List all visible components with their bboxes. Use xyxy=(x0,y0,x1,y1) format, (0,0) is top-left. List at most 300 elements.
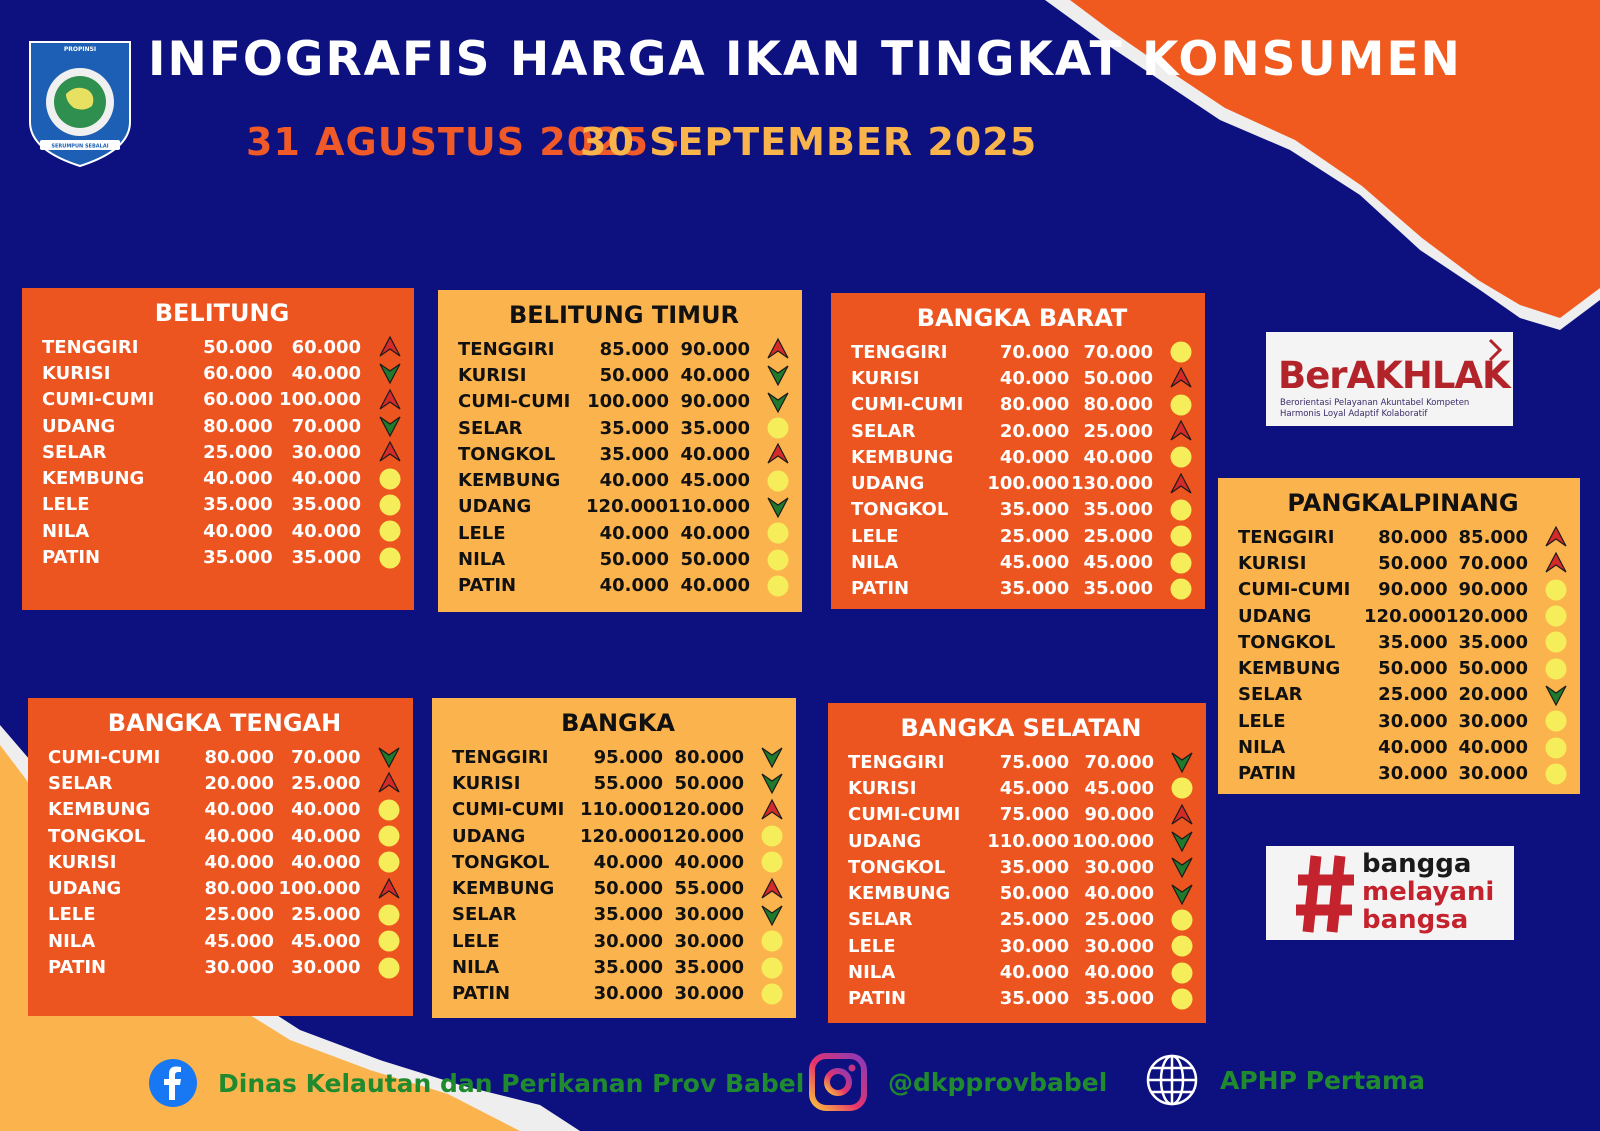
fish-name: TONGKOL xyxy=(452,851,550,873)
price-current: 40.000 xyxy=(291,362,362,384)
fish-name: NILA xyxy=(1238,737,1286,759)
arrow-up-icon xyxy=(1169,472,1193,496)
fish-name: CUMI-CUMI xyxy=(42,389,155,411)
stable-circle-icon xyxy=(377,956,401,980)
price-row xyxy=(851,576,1193,602)
price-previous: 25.000 xyxy=(999,909,1070,931)
instagram-icon xyxy=(808,1052,868,1112)
price-row xyxy=(851,444,1193,470)
price-previous: 40.000 xyxy=(593,851,664,873)
arrow-down-icon xyxy=(766,390,790,414)
price-current: 60.000 xyxy=(291,336,362,358)
trend-indicator xyxy=(377,335,402,359)
region-title: BANGKA TENGAH xyxy=(107,709,342,737)
trend-indicator xyxy=(760,771,784,795)
trend-indicator xyxy=(377,771,401,795)
price-previous: 85.000 xyxy=(599,338,670,360)
price-row xyxy=(848,775,1194,801)
price-row xyxy=(848,933,1194,959)
price-previous: 75.000 xyxy=(999,751,1070,773)
fish-name: TENGGIRI xyxy=(1238,526,1335,548)
trend-indicator xyxy=(766,521,790,545)
price-current: 100.000 xyxy=(1072,830,1154,852)
fish-name: KEMBUNG xyxy=(848,883,951,905)
region-card-bangka-barat xyxy=(831,293,1205,609)
price-current: 40.000 xyxy=(680,364,750,386)
price-current: 40.000 xyxy=(674,851,744,873)
stable-circle-icon xyxy=(1544,657,1568,681)
trend-indicator xyxy=(1169,577,1193,601)
fish-name: TENGGIRI xyxy=(452,746,549,768)
price-current: 40.000 xyxy=(680,443,750,465)
fish-name: KURISI xyxy=(458,364,527,386)
price-row xyxy=(452,744,784,770)
arrow-up-icon xyxy=(766,337,790,361)
fish-name: TONGKOL xyxy=(848,856,946,878)
bangsa-word: bangsa xyxy=(1362,905,1469,935)
stable-circle-icon xyxy=(760,850,784,874)
price-row xyxy=(851,392,1193,418)
price-previous: 75.000 xyxy=(999,804,1070,826)
arrow-up-icon xyxy=(377,771,401,795)
province-logo xyxy=(26,40,134,168)
price-current: 25.000 xyxy=(291,904,361,926)
price-row xyxy=(1238,708,1568,734)
price-current: 35.000 xyxy=(1458,631,1528,653)
date-start: 31 AGUSTUS 2025 - xyxy=(246,120,681,164)
price-previous: 40.000 xyxy=(204,851,274,873)
fish-name: KEMBUNG xyxy=(851,446,954,468)
trend-indicator xyxy=(377,546,402,570)
fish-name: TENGGIRI xyxy=(848,751,945,773)
page-title: INFOGRAFIS HARGA IKAN TINGKAT KONSUMEN xyxy=(148,32,1462,87)
price-current: 40.000 xyxy=(291,851,361,873)
region-card-pangkalpinang xyxy=(1218,478,1580,794)
region-card-bangka xyxy=(432,698,796,1018)
price-previous: 40.000 xyxy=(204,799,274,821)
fish-name: PATIN xyxy=(851,578,910,600)
stable-circle-icon xyxy=(1170,908,1194,932)
bangga-melayani-bangsa-badge xyxy=(1266,846,1514,940)
price-previous: 40.000 xyxy=(999,446,1070,468)
price-previous: 80.000 xyxy=(1378,526,1448,548)
fish-name: SELAR xyxy=(1238,684,1303,706)
fish-name: NILA xyxy=(848,962,896,984)
price-row xyxy=(452,823,784,849)
fish-name: UDANG xyxy=(48,878,122,900)
fish-name: TENGGIRI xyxy=(851,341,948,363)
price-row xyxy=(458,494,790,520)
instagram-text: @dkpprovbabel xyxy=(888,1067,1108,1097)
trend-indicator xyxy=(1544,709,1568,733)
trend-indicator xyxy=(760,956,784,980)
arrow-up-icon xyxy=(1169,419,1193,443)
price-previous: 40.000 xyxy=(203,468,273,490)
price-row xyxy=(48,744,401,770)
price-previous: 45.000 xyxy=(204,930,274,952)
fish-name: KURISI xyxy=(1238,552,1307,574)
stable-circle-icon xyxy=(1170,961,1194,985)
arrow-up-icon xyxy=(1544,525,1568,549)
price-row xyxy=(458,546,790,572)
price-previous: 70.000 xyxy=(999,341,1070,363)
price-current: 70.000 xyxy=(1083,341,1153,363)
stable-circle-icon xyxy=(377,929,401,953)
trend-indicator xyxy=(1544,604,1568,628)
price-current: 30.000 xyxy=(674,904,744,926)
bangga-word: bangga xyxy=(1362,849,1472,879)
arrow-up-icon xyxy=(760,877,784,901)
price-previous: 35.000 xyxy=(599,443,670,465)
trend-indicator xyxy=(377,798,401,822)
price-previous: 20.000 xyxy=(204,772,274,794)
fish-name: LELE xyxy=(848,935,896,957)
price-row xyxy=(851,339,1193,365)
price-row xyxy=(48,954,401,980)
price-previous: 100.000 xyxy=(587,391,670,413)
price-current: 70.000 xyxy=(1458,552,1528,574)
fish-name: KURISI xyxy=(48,851,117,873)
arrow-up-icon xyxy=(1169,366,1193,390)
price-previous: 50.000 xyxy=(1378,658,1448,680)
price-previous: 100.000 xyxy=(987,473,1070,495)
price-previous: 55.000 xyxy=(593,772,664,794)
trend-indicator xyxy=(760,798,784,822)
price-row xyxy=(48,875,401,901)
price-previous: 80.000 xyxy=(203,415,273,437)
region-title: BANGKA SELATAN xyxy=(900,714,1142,742)
fish-name: CUMI-CUMI xyxy=(851,394,964,416)
price-current: 25.000 xyxy=(291,772,361,794)
bangga-text xyxy=(1362,850,1494,934)
fish-name: CUMI-CUMI xyxy=(48,746,161,768)
price-row xyxy=(848,854,1194,880)
price-previous: 40.000 xyxy=(204,825,274,847)
price-current: 25.000 xyxy=(1083,420,1153,442)
price-current: 120.000 xyxy=(1446,605,1528,627)
stable-circle-icon xyxy=(1544,709,1568,733)
price-row xyxy=(452,849,784,875)
stable-circle-icon xyxy=(1544,578,1568,602)
price-row xyxy=(851,365,1193,391)
trend-indicator xyxy=(766,337,790,361)
trend-indicator xyxy=(766,442,790,466)
price-current: 100.000 xyxy=(278,878,361,900)
arrow-down-icon xyxy=(1170,750,1194,774)
trend-indicator xyxy=(1170,934,1194,958)
price-current: 120.000 xyxy=(662,825,744,847)
stable-circle-icon xyxy=(378,519,402,543)
fish-name: LELE xyxy=(452,930,500,952)
stable-circle-icon xyxy=(1170,934,1194,958)
trend-indicator xyxy=(1170,750,1194,774)
price-current: 35.000 xyxy=(1083,578,1153,600)
trend-indicator xyxy=(766,574,790,598)
price-previous: 45.000 xyxy=(999,777,1070,799)
price-current: 40.000 xyxy=(680,575,750,597)
price-current: 90.000 xyxy=(680,338,750,360)
price-row xyxy=(1238,682,1568,708)
fish-name: SELAR xyxy=(452,904,517,926)
price-current: 30.000 xyxy=(674,930,744,952)
stable-circle-icon xyxy=(1544,762,1568,786)
price-row xyxy=(452,954,784,980)
arrow-down-icon xyxy=(760,903,784,927)
price-row xyxy=(452,875,784,901)
price-previous: 40.000 xyxy=(203,520,273,542)
price-previous: 40.000 xyxy=(1378,737,1448,759)
arrow-down-icon xyxy=(1544,683,1568,707)
trend-indicator xyxy=(1544,736,1568,760)
trend-indicator xyxy=(377,745,401,769)
price-current: 100.000 xyxy=(279,389,362,411)
region-title: PANGKALPINANG xyxy=(1287,489,1519,517)
fish-name: TONGKOL xyxy=(48,825,146,847)
arrow-up-icon xyxy=(766,442,790,466)
stable-circle-icon xyxy=(1544,630,1568,654)
trend-indicator xyxy=(377,361,402,385)
price-row xyxy=(1238,603,1568,629)
stable-circle-icon xyxy=(1169,577,1193,601)
price-previous: 25.000 xyxy=(204,904,274,926)
price-previous: 40.000 xyxy=(599,575,670,597)
fish-name: TENGGIRI xyxy=(42,336,139,358)
price-row xyxy=(851,523,1193,549)
price-row xyxy=(848,907,1194,933)
trend-indicator xyxy=(1170,908,1194,932)
region-card-belitung-timur xyxy=(438,290,802,612)
price-row xyxy=(48,770,401,796)
footer-website[interactable] xyxy=(1144,1052,1425,1108)
stable-circle-icon xyxy=(1169,393,1193,417)
website-text: APHP Pertama xyxy=(1220,1065,1425,1095)
trend-indicator xyxy=(1544,762,1568,786)
arrow-up-icon xyxy=(377,877,401,901)
price-previous: 120.000 xyxy=(580,825,663,847)
hashtag-icon xyxy=(1294,852,1358,936)
price-current: 45.000 xyxy=(680,470,750,492)
price-current: 25.000 xyxy=(1084,909,1154,931)
arrow-up-icon xyxy=(378,335,402,359)
price-row xyxy=(452,797,784,823)
price-row xyxy=(1238,524,1568,550)
trend-indicator xyxy=(1169,498,1193,522)
trend-indicator xyxy=(760,850,784,874)
price-previous: 25.000 xyxy=(203,441,273,463)
arrow-down-icon xyxy=(766,495,790,519)
price-row xyxy=(42,387,402,413)
facebook-icon xyxy=(148,1058,198,1108)
price-current: 35.000 xyxy=(1083,499,1153,521)
arrow-up-icon xyxy=(1544,551,1568,575)
price-current: 80.000 xyxy=(1083,394,1153,416)
price-row xyxy=(458,389,790,415)
price-row xyxy=(458,336,790,362)
stable-circle-icon xyxy=(766,574,790,598)
price-current: 40.000 xyxy=(291,468,362,490)
trend-indicator xyxy=(1169,551,1193,575)
price-current: 40.000 xyxy=(291,799,361,821)
fish-name: TONGKOL xyxy=(851,499,949,521)
fish-name: NILA xyxy=(851,552,899,574)
fish-name: LELE xyxy=(458,522,506,544)
price-row xyxy=(851,549,1193,575)
price-previous: 40.000 xyxy=(599,522,670,544)
trend-indicator xyxy=(760,929,784,953)
price-previous: 60.000 xyxy=(203,362,273,384)
price-previous: 50.000 xyxy=(203,336,273,358)
fish-name: KEMBUNG xyxy=(42,468,145,490)
arrow-up-icon xyxy=(1170,803,1194,827)
price-current: 90.000 xyxy=(680,391,750,413)
trend-indicator xyxy=(1169,445,1193,469)
trend-indicator xyxy=(377,850,401,874)
price-current: 40.000 xyxy=(1084,962,1154,984)
price-current: 120.000 xyxy=(662,799,744,821)
price-row xyxy=(48,797,401,823)
stable-circle-icon xyxy=(1169,524,1193,548)
price-current: 70.000 xyxy=(291,746,361,768)
fish-name: LELE xyxy=(851,525,899,547)
stable-circle-icon xyxy=(766,548,790,572)
price-current: 40.000 xyxy=(291,825,361,847)
fish-name: UDANG xyxy=(452,825,526,847)
price-row xyxy=(48,823,401,849)
fish-name: UDANG xyxy=(848,830,922,852)
trend-indicator xyxy=(1169,366,1193,390)
berakhlak-line-2: Harmonis Loyal Adaptif Kolaboratif xyxy=(1280,409,1428,419)
fish-name: PATIN xyxy=(452,983,511,1005)
price-row xyxy=(42,413,402,439)
fish-name: CUMI-CUMI xyxy=(1238,579,1351,601)
price-row xyxy=(848,802,1194,828)
price-previous: 40.000 xyxy=(599,470,670,492)
footer-instagram[interactable] xyxy=(808,1052,1107,1112)
stable-circle-icon xyxy=(760,956,784,980)
price-current: 40.000 xyxy=(680,522,750,544)
region-card-bangka-selatan xyxy=(828,703,1206,1023)
price-current: 85.000 xyxy=(1458,526,1528,548)
trend-indicator xyxy=(377,440,402,464)
arrow-down-icon xyxy=(760,771,784,795)
trend-indicator xyxy=(377,956,401,980)
price-current: 35.000 xyxy=(291,547,362,569)
trend-indicator xyxy=(377,877,401,901)
arrow-down-icon xyxy=(1170,882,1194,906)
fish-name: KURISI xyxy=(848,777,917,799)
fish-name: SELAR xyxy=(851,420,916,442)
fish-name: TONGKOL xyxy=(1238,631,1336,653)
price-previous: 20.000 xyxy=(999,420,1070,442)
fish-name: UDANG xyxy=(458,496,532,518)
price-row xyxy=(458,573,790,599)
trend-indicator xyxy=(1169,393,1193,417)
price-current: 80.000 xyxy=(674,746,744,768)
footer-facebook[interactable] xyxy=(148,1058,804,1108)
price-row xyxy=(848,959,1194,985)
fish-name: KURISI xyxy=(452,772,521,794)
fish-name: PATIN xyxy=(42,547,101,569)
price-current: 40.000 xyxy=(1458,737,1528,759)
trend-indicator xyxy=(1170,987,1194,1011)
price-current: 70.000 xyxy=(291,415,362,437)
price-row xyxy=(458,415,790,441)
fish-name: KURISI xyxy=(851,367,920,389)
price-current: 50.000 xyxy=(674,772,744,794)
region-title: BANGKA xyxy=(561,709,675,737)
price-previous: 35.000 xyxy=(203,494,273,516)
stable-circle-icon xyxy=(377,798,401,822)
fish-name: SELAR xyxy=(848,909,913,931)
fish-name: PATIN xyxy=(1238,763,1297,785)
trend-indicator xyxy=(760,982,784,1006)
price-row xyxy=(851,497,1193,523)
trend-indicator xyxy=(377,493,402,517)
trend-indicator xyxy=(1170,829,1194,853)
price-current: 30.000 xyxy=(291,957,361,979)
price-previous: 50.000 xyxy=(599,364,670,386)
fish-name: LELE xyxy=(1238,710,1286,732)
fish-name: SELAR xyxy=(48,772,113,794)
fish-name: NILA xyxy=(42,520,90,542)
price-current: 130.000 xyxy=(1071,473,1153,495)
berakhlak-line-1: Berorientasi Pelayanan Akuntabel Kompeten xyxy=(1280,398,1470,408)
fish-name: KEMBUNG xyxy=(1238,658,1341,680)
price-row xyxy=(1238,734,1568,760)
price-previous: 40.000 xyxy=(999,367,1070,389)
price-previous: 90.000 xyxy=(1378,579,1448,601)
fish-name: KEMBUNG xyxy=(452,878,555,900)
price-row xyxy=(848,986,1194,1012)
stable-circle-icon xyxy=(1169,498,1193,522)
fish-name: NILA xyxy=(458,549,506,571)
price-row xyxy=(452,981,784,1007)
fish-name: PATIN xyxy=(48,957,107,979)
trend-indicator xyxy=(760,877,784,901)
price-row xyxy=(458,520,790,546)
price-previous: 50.000 xyxy=(593,878,664,900)
price-current: 30.000 xyxy=(674,983,744,1005)
price-current: 90.000 xyxy=(1458,579,1528,601)
price-current: 50.000 xyxy=(1458,658,1528,680)
price-previous: 35.000 xyxy=(599,417,670,439)
price-current: 25.000 xyxy=(1083,525,1153,547)
price-row xyxy=(452,902,784,928)
region-title: BELITUNG xyxy=(154,299,290,327)
fish-name: NILA xyxy=(452,957,500,979)
price-previous: 120.000 xyxy=(586,496,669,518)
price-previous: 50.000 xyxy=(1378,552,1448,574)
trend-indicator xyxy=(377,824,401,848)
trend-indicator xyxy=(1170,776,1194,800)
stable-circle-icon xyxy=(766,469,790,493)
fish-name: TENGGIRI xyxy=(458,338,555,360)
trend-indicator xyxy=(1169,340,1193,364)
stable-circle-icon xyxy=(1544,604,1568,628)
region-card-bangka-tengah xyxy=(28,698,413,1016)
stable-circle-icon xyxy=(1544,736,1568,760)
stable-circle-icon xyxy=(378,493,402,517)
fish-name: SELAR xyxy=(42,441,107,463)
price-previous: 30.000 xyxy=(999,935,1070,957)
price-previous: 50.000 xyxy=(599,549,670,571)
price-previous: 80.000 xyxy=(204,746,274,768)
price-current: 40.000 xyxy=(1084,883,1154,905)
price-previous: 30.000 xyxy=(204,957,274,979)
trend-indicator xyxy=(377,929,401,953)
berakhlak-title: BerAKHLAK xyxy=(1278,354,1510,397)
price-current: 40.000 xyxy=(291,520,362,542)
